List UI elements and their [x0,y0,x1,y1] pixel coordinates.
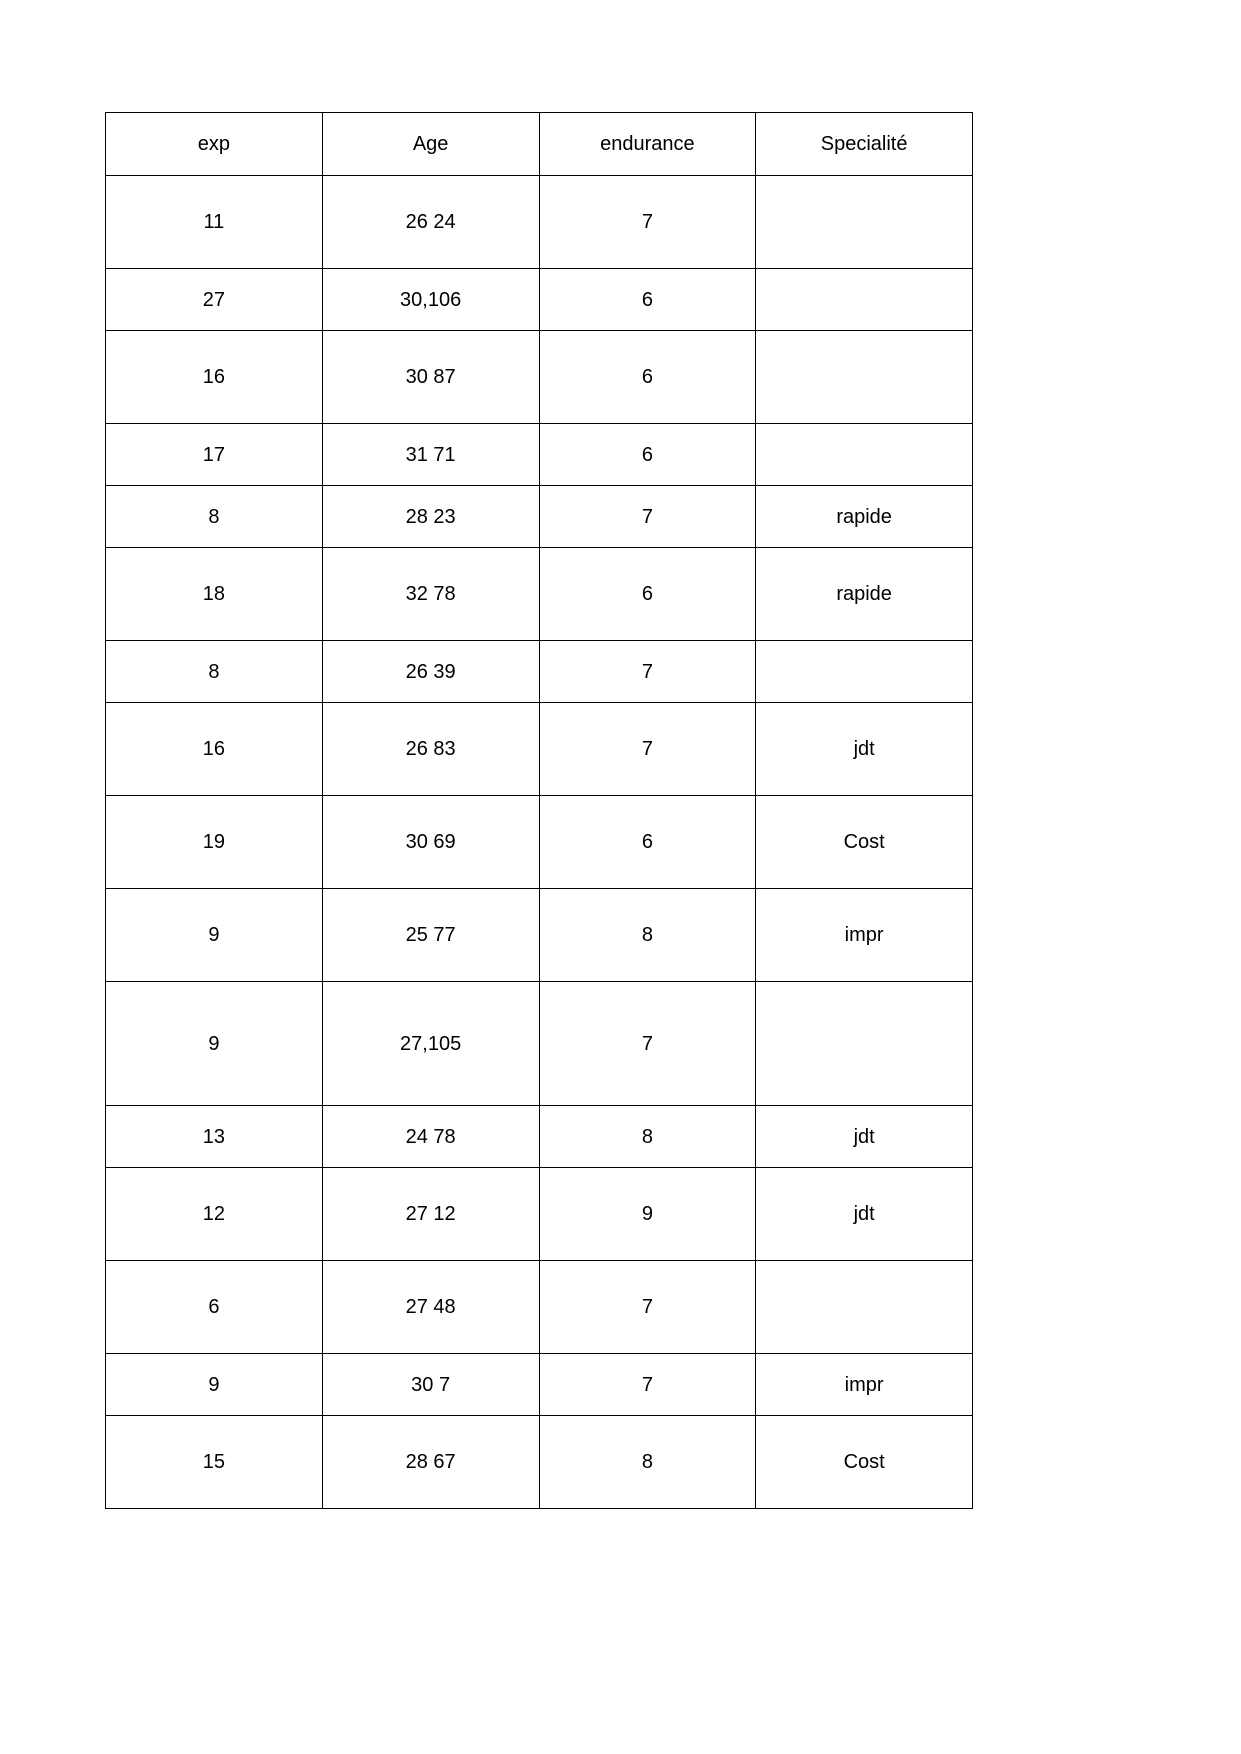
cell-endurance: 9 [539,1168,756,1261]
cell-age: 26 83 [322,703,539,796]
table-row [106,796,973,889]
cell-age: 30 87 [322,331,539,424]
cell-exp: 8 [106,641,323,703]
table-row [106,1354,973,1416]
table-header-row [106,113,973,176]
cell-age: 27 12 [322,1168,539,1261]
cell-endurance: 6 [539,548,756,641]
cell-endurance: 8 [539,1416,756,1509]
table-row [106,269,973,331]
cell-age: 28 67 [322,1416,539,1509]
cell-endurance: 7 [539,176,756,269]
cell-endurance: 6 [539,331,756,424]
cell-specialite: Cost [756,1416,973,1509]
table-row [106,176,973,269]
cell-age: 31 71 [322,424,539,486]
cell-age: 25 77 [322,889,539,982]
cell-specialite [756,982,973,1106]
table-row [106,889,973,982]
cell-age: 27,105 [322,982,539,1106]
data-table [105,112,973,1509]
cell-exp: 19 [106,796,323,889]
cell-specialite: Cost [756,796,973,889]
header-endurance: endurance [539,113,756,176]
cell-age: 32 78 [322,548,539,641]
cell-exp: 12 [106,1168,323,1261]
cell-exp: 9 [106,982,323,1106]
cell-exp: 6 [106,1261,323,1354]
cell-specialite: jdt [756,1168,973,1261]
cell-endurance: 6 [539,424,756,486]
header-specialite: Specialité [756,113,973,176]
cell-exp: 9 [106,889,323,982]
cell-age: 30,106 [322,269,539,331]
cell-endurance: 7 [539,703,756,796]
table-row [106,703,973,796]
table-row [106,1416,973,1509]
cell-exp: 18 [106,548,323,641]
cell-endurance: 8 [539,1106,756,1168]
cell-endurance: 7 [539,486,756,548]
cell-age: 28 23 [322,486,539,548]
cell-exp: 15 [106,1416,323,1509]
table-row [106,641,973,703]
cell-age: 26 39 [322,641,539,703]
cell-endurance: 8 [539,889,756,982]
cell-specialite [756,331,973,424]
cell-exp: 13 [106,1106,323,1168]
cell-endurance: 6 [539,269,756,331]
cell-specialite [756,176,973,269]
table-row [106,982,973,1106]
cell-exp: 16 [106,703,323,796]
cell-age: 26 24 [322,176,539,269]
cell-specialite: jdt [756,703,973,796]
cell-exp: 9 [106,1354,323,1416]
cell-endurance: 7 [539,1261,756,1354]
cell-endurance: 7 [539,1354,756,1416]
cell-specialite: rapide [756,548,973,641]
cell-age: 24 78 [322,1106,539,1168]
cell-age: 30 69 [322,796,539,889]
cell-specialite: jdt [756,1106,973,1168]
cell-specialite: impr [756,1354,973,1416]
cell-exp: 8 [106,486,323,548]
header-age: Age [322,113,539,176]
cell-age: 27 48 [322,1261,539,1354]
cell-exp: 17 [106,424,323,486]
cell-age: 30 7 [322,1354,539,1416]
cell-endurance: 6 [539,796,756,889]
cell-specialite [756,424,973,486]
cell-specialite: impr [756,889,973,982]
table-row [106,331,973,424]
cell-exp: 27 [106,269,323,331]
cell-exp: 16 [106,331,323,424]
cell-specialite [756,1261,973,1354]
table-row [106,1168,973,1261]
table-row [106,424,973,486]
table-row [106,548,973,641]
cell-endurance: 7 [539,641,756,703]
table-row [106,1261,973,1354]
cell-specialite: rapide [756,486,973,548]
table-row [106,486,973,548]
cell-endurance: 7 [539,982,756,1106]
header-exp: exp [106,113,323,176]
cell-exp: 11 [106,176,323,269]
cell-specialite [756,641,973,703]
cell-specialite [756,269,973,331]
table-row [106,1106,973,1168]
